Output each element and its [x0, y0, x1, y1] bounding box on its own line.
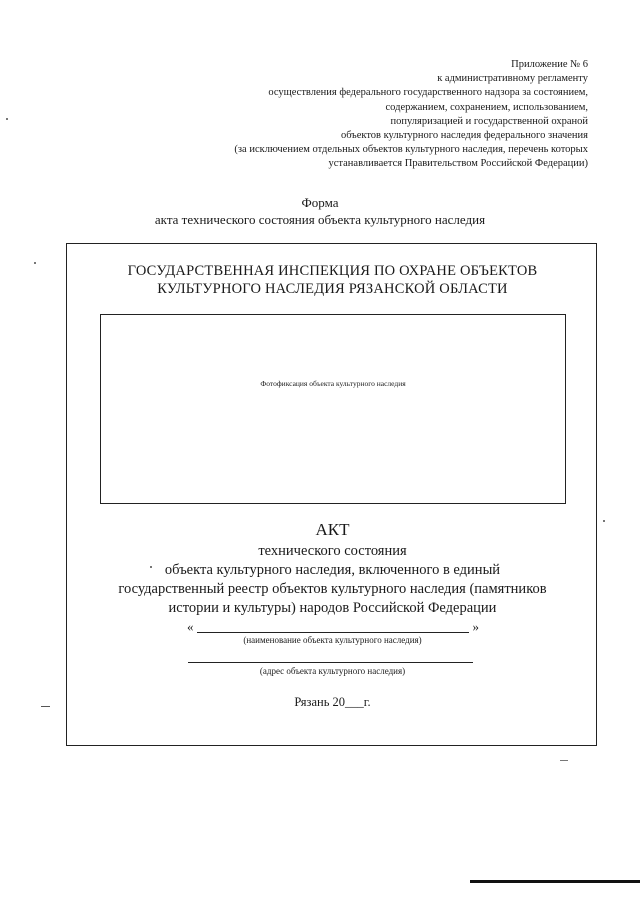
address-underline [188, 662, 473, 663]
quote-close: » [472, 619, 479, 634]
scan-speck [34, 262, 36, 264]
scan-speck [603, 520, 605, 522]
form-title: Форма [301, 195, 339, 210]
quote-open: « [187, 619, 194, 634]
inspection-line: КУЛЬТУРНОГО НАСЛЕДИЯ РЯЗАНСКОЙ ОБЛАСТИ [157, 281, 508, 297]
appendix-line: (за исключением отдельных объектов культурного наследия, перечень которых [234, 144, 588, 156]
form-heading [0, 194, 640, 228]
appendix-line: популяризацией и государственной охраной [390, 115, 588, 127]
scan-speck [150, 566, 152, 568]
address-caption: (адрес объекта культурного наследия) [259, 666, 406, 676]
appendix-line: осуществления федерального государственного надзора за состоянием, [268, 87, 588, 99]
scan-mark [41, 706, 50, 707]
city-year: Рязань 20___г. [294, 695, 371, 709]
photo-placeholder [100, 314, 566, 504]
object-name-field [187, 619, 479, 636]
appendix-line: Приложение № 6 [511, 59, 588, 70]
act-form-frame [66, 243, 597, 746]
act-subtitle-line: государственный реестр объектов культурного наследия (памятников [118, 581, 547, 597]
act-subtitle-line: объекта культурного наследия, включенного в единый [164, 562, 501, 578]
appendix-line: к административному регламенту [437, 73, 588, 85]
act-subtitle-line: технического состояния [258, 543, 407, 559]
act-subtitle-line: истории и культуры) народов Российской Федерации [168, 600, 497, 616]
act-title: АКТ [315, 520, 350, 539]
object-name-underline [197, 632, 469, 633]
appendix-header [68, 58, 588, 172]
appendix-line: объектов культурного наследия федерального значения [340, 130, 588, 142]
scan-speck [6, 118, 8, 120]
object-name-caption: (наименование объекта культурного наследия) [243, 635, 422, 645]
appendix-line: содержанием, сохранением, использованием, [385, 101, 588, 113]
scan-mark [470, 880, 640, 883]
inspection-line: ГОСУДАРСТВЕННАЯ ИНСПЕКЦИЯ ПО ОХРАНЕ ОБЪЕКТОВ [127, 263, 538, 279]
form-subtitle: акта технического состояния объекта культурного наследия [154, 212, 486, 227]
appendix-line: устанавливается Правительством Российской Федерации) [328, 158, 588, 170]
scan-mark [560, 760, 568, 761]
photo-label: Фотофиксация объекта культурного наследия [260, 379, 406, 388]
act-subtitle [61, 542, 604, 618]
inspection-name [67, 262, 598, 298]
